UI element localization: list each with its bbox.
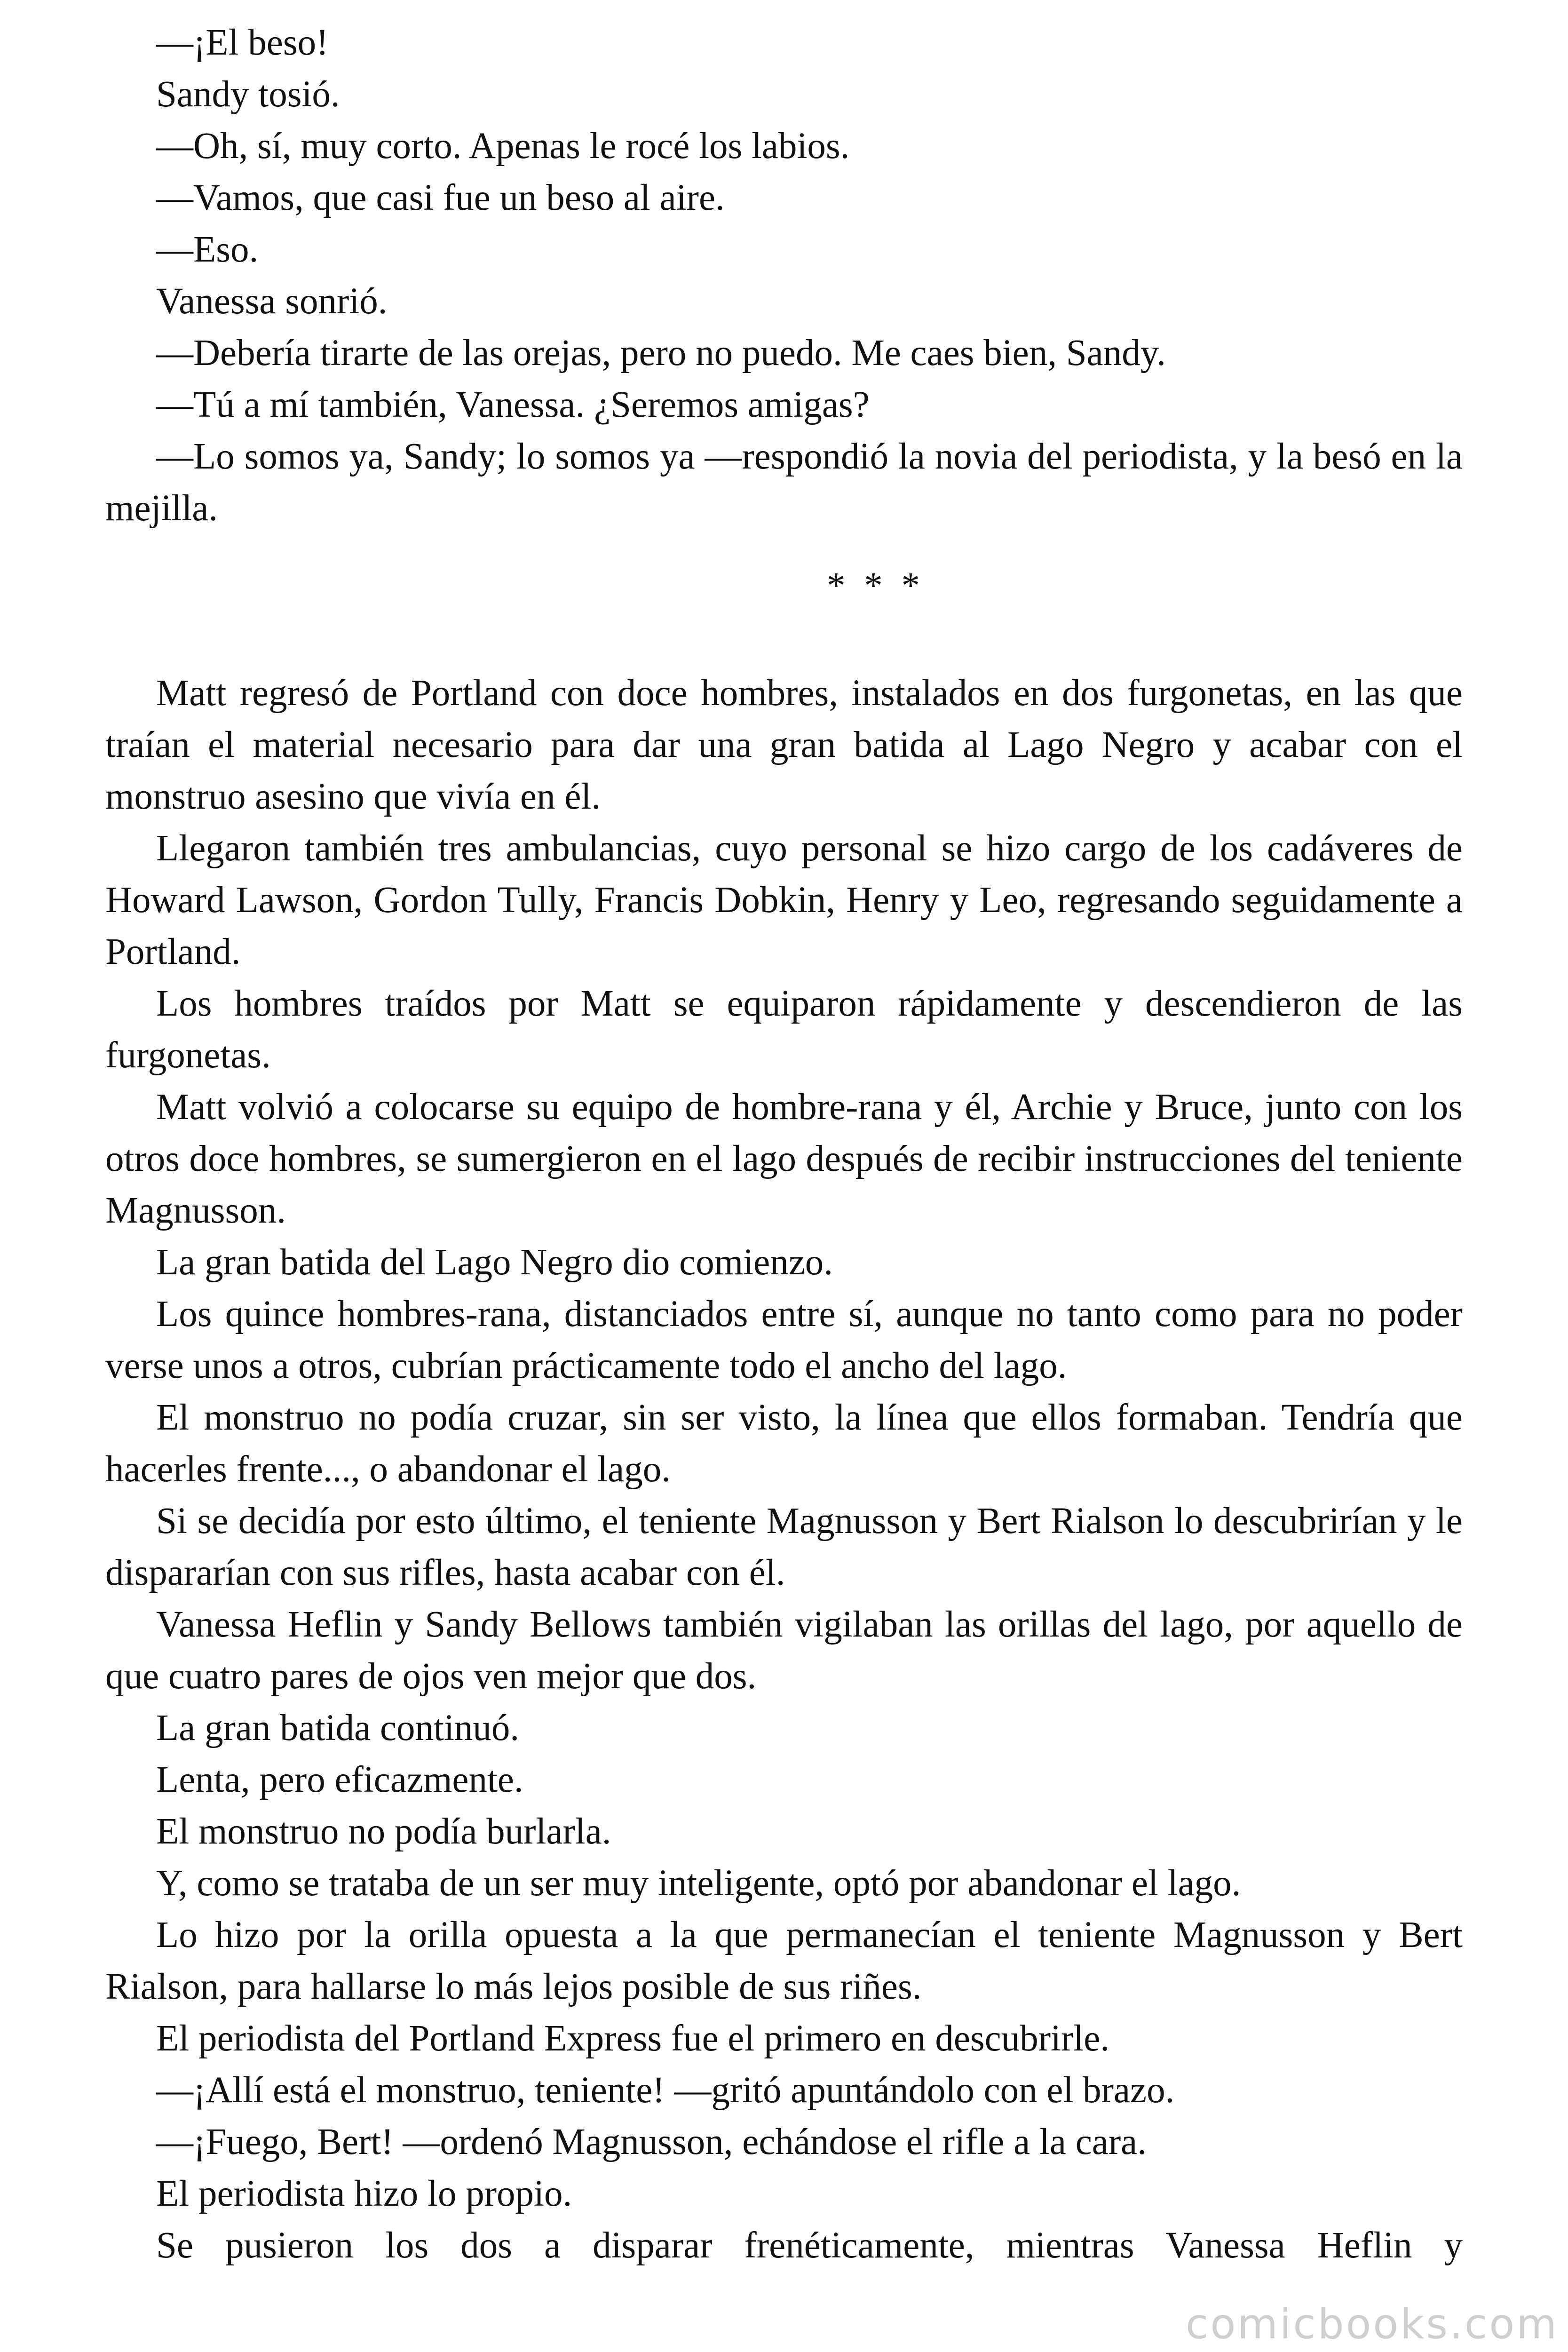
- paragraph: Matt regresó de Portland con doce hombres, instalados en dos furgonetas, en las que traían el material necesario para dar una gran batida al Lago Negro y acabar con el monstruo asesino que vivía en él.: [105, 673, 1463, 817]
- paragraph: Vanessa sonrió.: [156, 281, 388, 322]
- paragraph: El monstruo no podía burlarla.: [156, 1811, 611, 1852]
- paragraph: —¡El beso!: [156, 22, 329, 63]
- paragraph: El periodista hizo lo propio.: [156, 2173, 572, 2214]
- paragraph: La gran batida continuó.: [156, 1708, 520, 1748]
- paragraph: Los hombres traídos por Matt se equiparon rápidamente y descendieron de las furgonetas.: [105, 983, 1463, 1076]
- paragraph: Llegaron también tres ambulancias, cuyo personal se hizo cargo de los cadáveres de Howard Lawson, Gordon Tully, Francis Dobkin, Henry y Leo, regresando seguidamente a Portland.: [105, 828, 1463, 972]
- paragraph: La gran batida del Lago Negro dio comienzo.: [156, 1242, 833, 1283]
- paragraph: Sandy tosió.: [156, 74, 340, 115]
- paragraph: Vanessa Heflin y Sandy Bellows también vigilaban las orillas del lago, por aquello de que cuatro pares de ojos ven mejor que dos.: [105, 1604, 1463, 1697]
- paragraph: —Oh, sí, muy corto. Apenas le rocé los labios.: [156, 126, 850, 167]
- paragraph: Lo hizo por la orilla opuesta a la que permanecían el teniente Magnusson y Bert Rialson, para hallarse lo más lejos posible de sus riñes.: [105, 1915, 1463, 2007]
- paragraph: —¡Allí está el monstruo, teniente! —gritó apuntándolo con el brazo.: [156, 2070, 1175, 2111]
- paragraph: Si se decidía por esto último, el teniente Magnusson y Bert Rialson lo descubrirían y le dispararían con sus rifles, hasta acabar con él.: [105, 1501, 1463, 1593]
- paragraph: Los quince hombres-rana, distanciados entre sí, aunque no tanto como para no poder verse unos a otros, cubrían prácticamente todo el ancho del lago.: [105, 1294, 1463, 1386]
- paragraph: El periodista del Portland Express fue el primero en descubrirle.: [156, 2018, 1110, 2059]
- paragraph: —Lo somos ya, Sandy; lo somos ya —respondió la novia del periodista, y la besó en la mejilla.: [105, 436, 1463, 529]
- paragraph: —Vamos, que casi fue un beso al aire.: [156, 177, 725, 218]
- section-2: [105, 667, 1463, 2272]
- paragraph: El monstruo no podía cruzar, sin ser visto, la línea que ellos formaban. Tendría que hacerles frente..., o abandonar el lago.: [105, 1397, 1463, 1490]
- paragraph: —Tú a mí también, Vanessa. ¿Seremos amigas?: [156, 384, 870, 425]
- section-1: [105, 17, 1463, 534]
- section-separator: * * *: [827, 565, 925, 606]
- paragraph: Matt volvió a colocarse su equipo de hombre-rana y él, Archie y Bruce, junto con los otros doce hombres, se sumergieron en el lago después de recibir instrucciones del teniente Magnusson.: [105, 1087, 1463, 1231]
- paragraph: —¡Fuego, Bert! —ordenó Magnusson, echándose el rifle a la cara.: [156, 2122, 1147, 2162]
- paragraph: —Eso.: [156, 229, 259, 270]
- watermark: comicbooks.com: [1185, 2300, 1559, 2348]
- paragraph-last: Se pusieron los dos a disparar frenéticamente, mientras Vanessa Heflin y: [156, 2225, 1463, 2266]
- paragraph: —Debería tirarte de las orejas, pero no puedo. Me caes bien, Sandy.: [156, 333, 1166, 373]
- paragraph: Y, como se trataba de un ser muy inteligente, optó por abandonar el lago.: [156, 1863, 1241, 1904]
- paragraph: Lenta, pero eficazmente.: [156, 1759, 523, 1800]
- page-body: [105, 17, 1463, 2272]
